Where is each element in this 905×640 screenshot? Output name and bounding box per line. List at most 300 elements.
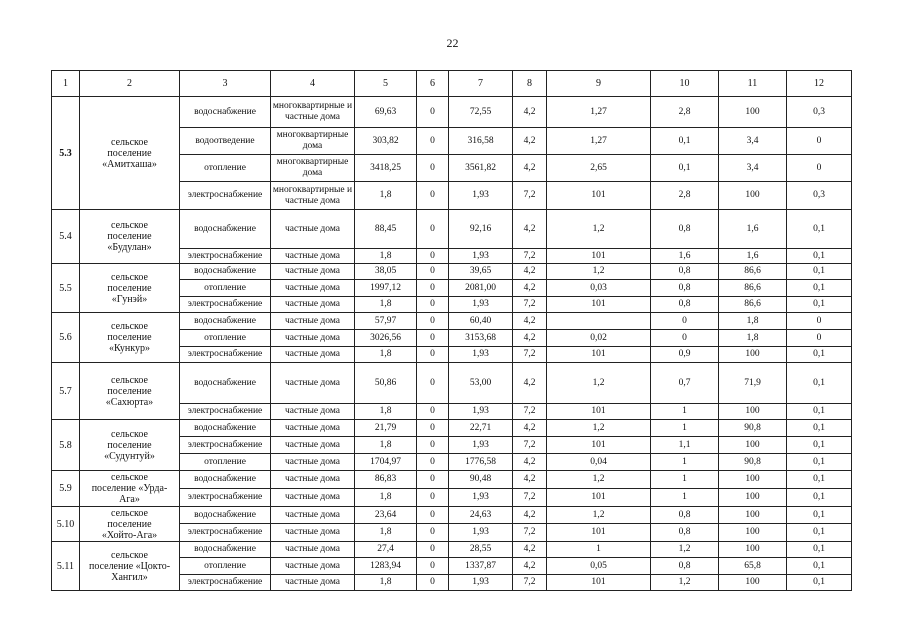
table-row (52, 210, 852, 249)
value-col5-cell: 57,97 (355, 313, 417, 330)
settlement-name-cell (80, 210, 180, 264)
settlement-name-line: сельское (111, 271, 148, 283)
value-col6-cell: 0 (417, 249, 449, 264)
value-col10-cell: 0,8 (651, 297, 719, 313)
housing-type-cell: частные дома (271, 542, 355, 558)
service-cell: электроснабжение (180, 297, 271, 313)
table-row (52, 471, 852, 489)
value-col7-cell: 2081,00 (449, 280, 513, 297)
housing-type-cell: частные дома (271, 330, 355, 347)
value-col7-cell: 1,93 (449, 347, 513, 363)
value-col8-cell: 7,2 (513, 249, 547, 264)
value-col10-cell: 0,9 (651, 347, 719, 363)
value-col8-cell: 7,2 (513, 524, 547, 542)
settlement-name-line: «Будулан» (107, 242, 152, 253)
value-col12-cell: 0 (787, 128, 852, 155)
settlement-name-line: «Кункур» (109, 343, 150, 354)
value-col11-cell: 100 (719, 471, 787, 489)
value-col9-cell: 1,2 (547, 471, 651, 489)
value-col12-cell: 0,3 (787, 182, 852, 210)
section-number-cell: 5.6 (52, 313, 80, 363)
housing-type-cell: частные дома (271, 347, 355, 363)
value-col8-cell: 4,2 (513, 280, 547, 297)
service-cell: водоснабжение (180, 542, 271, 558)
value-col9-cell: 1,2 (547, 264, 651, 280)
value-col10-cell: 1,2 (651, 575, 719, 591)
housing-type-cell: частные дома (271, 313, 355, 330)
value-col6-cell: 0 (417, 182, 449, 210)
service-cell: электроснабжение (180, 249, 271, 264)
value-col8-cell: 4,2 (513, 507, 547, 524)
value-col9-cell: 101 (547, 347, 651, 363)
section-number-cell: 5.7 (52, 363, 80, 420)
value-col6-cell: 0 (417, 471, 449, 489)
service-cell: электроснабжение (180, 524, 271, 542)
value-col12-cell: 0,1 (787, 280, 852, 297)
value-col10-cell: 0 (651, 330, 719, 347)
value-col6-cell: 0 (417, 297, 449, 313)
value-col11-cell: 65,8 (719, 558, 787, 575)
value-col11-cell: 100 (719, 404, 787, 420)
value-col9-cell: 1,27 (547, 128, 651, 155)
value-col12-cell: 0,1 (787, 363, 852, 404)
value-col7-cell: 3561,82 (449, 155, 513, 182)
value-col8-cell: 4,2 (513, 330, 547, 347)
value-col6-cell: 0 (417, 507, 449, 524)
value-col11-cell: 90,8 (719, 420, 787, 437)
value-col8-cell: 7,2 (513, 437, 547, 454)
service-cell: водоснабжение (180, 363, 271, 404)
settlement-name-line: Ага» (119, 494, 140, 505)
header-cell: 10 (651, 71, 719, 97)
value-col8-cell: 7,2 (513, 347, 547, 363)
service-cell: отопление (180, 280, 271, 297)
value-col6-cell: 0 (417, 437, 449, 454)
value-col7-cell: 60,40 (449, 313, 513, 330)
value-col9-cell: 1,2 (547, 420, 651, 437)
table-row (52, 313, 852, 330)
service-cell: электроснабжение (180, 404, 271, 420)
value-col10-cell: 1 (651, 404, 719, 420)
housing-type-cell: частные дома (271, 471, 355, 489)
settlement-name-line: сельское (111, 472, 148, 483)
housing-type-cell: частные дома (271, 363, 355, 404)
service-cell: водоснабжение (180, 471, 271, 489)
value-col12-cell: 0 (787, 155, 852, 182)
header-cell: 7 (449, 71, 513, 97)
value-col8-cell: 4,2 (513, 155, 547, 182)
value-col7-cell: 1,93 (449, 182, 513, 210)
value-col11-cell: 100 (719, 575, 787, 591)
value-col11-cell: 1,6 (719, 210, 787, 249)
settlement-name-line: «Хойто-Ага» (101, 529, 158, 541)
value-col9-cell: 2,65 (547, 155, 651, 182)
value-col12-cell: 0,1 (787, 489, 852, 507)
header-cell: 3 (180, 71, 271, 97)
value-col5-cell: 1,8 (355, 249, 417, 264)
value-col5-cell: 1,8 (355, 404, 417, 420)
table-row (52, 97, 852, 128)
value-col10-cell: 0,8 (651, 210, 719, 249)
value-col12-cell: 0,1 (787, 210, 852, 249)
section-number-cell: 5.11 (52, 542, 80, 591)
header-cell: 8 (513, 71, 547, 97)
value-col8-cell: 4,2 (513, 363, 547, 404)
service-cell: отопление (180, 330, 271, 347)
value-col5-cell: 27,4 (355, 542, 417, 558)
value-col7-cell: 1,93 (449, 489, 513, 507)
value-col5-cell: 1283,94 (355, 558, 417, 575)
value-col8-cell: 7,2 (513, 404, 547, 420)
value-col9-cell: 101 (547, 575, 651, 591)
value-col11-cell: 71,9 (719, 363, 787, 404)
value-col9-cell: 101 (547, 524, 651, 542)
value-col10-cell: 0,8 (651, 524, 719, 542)
settlement-name-cell (80, 542, 180, 591)
settlement-name-line: «Гунэй» (111, 293, 148, 305)
value-col9-cell (547, 313, 651, 330)
service-cell: водоотведение (180, 128, 271, 155)
value-col8-cell: 7,2 (513, 575, 547, 591)
value-col6-cell: 0 (417, 313, 449, 330)
settlement-name-line: поселение (107, 147, 152, 159)
value-col6-cell: 0 (417, 558, 449, 575)
section-number-cell: 5.8 (52, 420, 80, 471)
value-col5-cell: 23,64 (355, 507, 417, 524)
value-col5-cell: 1,8 (355, 437, 417, 454)
header-cell: 6 (417, 71, 449, 97)
value-col7-cell: 1,93 (449, 437, 513, 454)
service-cell: электроснабжение (180, 347, 271, 363)
value-col6-cell: 0 (417, 97, 449, 128)
housing-type-cell: частные дома (271, 454, 355, 471)
value-col9-cell: 101 (547, 297, 651, 313)
value-col11-cell: 100 (719, 437, 787, 454)
value-col7-cell: 72,55 (449, 97, 513, 128)
settlement-name-line: поселение «Урда- (91, 483, 168, 494)
settlement-name-line: поселение (107, 231, 152, 242)
value-col10-cell: 0,8 (651, 280, 719, 297)
settlement-name-line: поселение (107, 439, 152, 451)
section-number-cell: 5.10 (52, 507, 80, 542)
value-col7-cell: 1337,87 (449, 558, 513, 575)
table-row (52, 363, 852, 404)
value-col6-cell: 0 (417, 454, 449, 471)
section-number-cell: 5.3 (52, 97, 80, 210)
value-col11-cell: 86,6 (719, 280, 787, 297)
value-col9-cell: 1,2 (547, 507, 651, 524)
value-col10-cell: 2,8 (651, 97, 719, 128)
value-col6-cell: 0 (417, 524, 449, 542)
value-col6-cell: 0 (417, 347, 449, 363)
value-col6-cell: 0 (417, 420, 449, 437)
value-col9-cell: 0,02 (547, 330, 651, 347)
table-row (52, 542, 852, 558)
value-col12-cell: 0,1 (787, 507, 852, 524)
value-col7-cell: 1,93 (449, 575, 513, 591)
settlement-name-line: поселение (107, 332, 152, 343)
value-col7-cell: 1776,58 (449, 454, 513, 471)
value-col11-cell: 1,8 (719, 330, 787, 347)
value-col12-cell: 0,1 (787, 420, 852, 437)
settlement-name-cell (80, 264, 180, 313)
header-row (52, 71, 852, 97)
value-col10-cell: 1 (651, 471, 719, 489)
value-col8-cell: 4,2 (513, 264, 547, 280)
value-col10-cell: 1 (651, 420, 719, 437)
housing-type-cell: многоквартирные и частные дома (271, 182, 355, 210)
value-col7-cell: 24,63 (449, 507, 513, 524)
settlement-name-line: сельское (111, 220, 148, 231)
value-col9-cell: 0,03 (547, 280, 651, 297)
table-row (52, 264, 852, 280)
settlement-name-line: «Амитхаша» (102, 158, 157, 170)
value-col10-cell: 1,6 (651, 249, 719, 264)
housing-type-cell: частные дома (271, 264, 355, 280)
value-col10-cell: 0,8 (651, 558, 719, 575)
value-col5-cell: 1704,97 (355, 454, 417, 471)
value-col10-cell: 0 (651, 313, 719, 330)
value-col8-cell: 4,2 (513, 97, 547, 128)
value-col10-cell: 0,1 (651, 155, 719, 182)
value-col12-cell: 0,3 (787, 97, 852, 128)
value-col6-cell: 0 (417, 155, 449, 182)
value-col11-cell: 86,6 (719, 297, 787, 313)
value-col5-cell: 1,8 (355, 524, 417, 542)
value-col6-cell: 0 (417, 542, 449, 558)
settlement-name-line: сельское (111, 507, 148, 519)
value-col5-cell: 1,8 (355, 297, 417, 313)
value-col6-cell: 0 (417, 575, 449, 591)
value-col9-cell: 101 (547, 437, 651, 454)
value-col11-cell: 100 (719, 347, 787, 363)
value-col5-cell: 38,05 (355, 264, 417, 280)
settlement-name-line: сельское (111, 321, 148, 332)
value-col5-cell: 1,8 (355, 182, 417, 210)
value-col7-cell: 90,48 (449, 471, 513, 489)
value-col7-cell: 1,93 (449, 249, 513, 264)
value-col5-cell: 69,63 (355, 97, 417, 128)
value-col6-cell: 0 (417, 489, 449, 507)
service-cell: водоснабжение (180, 264, 271, 280)
value-col12-cell: 0,1 (787, 264, 852, 280)
header-cell: 2 (80, 71, 180, 97)
service-cell: водоснабжение (180, 210, 271, 249)
value-col11-cell: 100 (719, 507, 787, 524)
value-col9-cell: 0,05 (547, 558, 651, 575)
table-row (52, 420, 852, 437)
value-col12-cell: 0,1 (787, 575, 852, 591)
service-cell: водоснабжение (180, 507, 271, 524)
value-col8-cell: 7,2 (513, 297, 547, 313)
value-col7-cell: 1,93 (449, 404, 513, 420)
header-cell: 11 (719, 71, 787, 97)
value-col11-cell: 100 (719, 542, 787, 558)
value-col11-cell: 90,8 (719, 454, 787, 471)
value-col11-cell: 3,4 (719, 155, 787, 182)
service-cell: водоснабжение (180, 97, 271, 128)
value-col10-cell: 0,8 (651, 507, 719, 524)
value-col7-cell: 92,16 (449, 210, 513, 249)
housing-type-cell: частные дома (271, 558, 355, 575)
value-col5-cell: 50,86 (355, 363, 417, 404)
header-cell: 9 (547, 71, 651, 97)
value-col7-cell: 1,93 (449, 297, 513, 313)
value-col8-cell: 4,2 (513, 128, 547, 155)
value-col5-cell: 1997,12 (355, 280, 417, 297)
settlement-name-cell (80, 97, 180, 210)
service-cell: водоснабжение (180, 313, 271, 330)
value-col9-cell: 101 (547, 404, 651, 420)
data-table (51, 70, 852, 591)
housing-type-cell: частные дома (271, 489, 355, 507)
value-col12-cell: 0,1 (787, 542, 852, 558)
value-col6-cell: 0 (417, 128, 449, 155)
value-col6-cell: 0 (417, 264, 449, 280)
value-col11-cell: 100 (719, 524, 787, 542)
housing-type-cell: многоквартирные дома (271, 155, 355, 182)
value-col12-cell: 0 (787, 313, 852, 330)
value-col11-cell: 1,8 (719, 313, 787, 330)
value-col5-cell: 1,8 (355, 489, 417, 507)
settlement-name-line: Хангил» (111, 571, 148, 583)
housing-type-cell: частные дома (271, 437, 355, 454)
settlement-name-cell (80, 471, 180, 507)
housing-type-cell: частные дома (271, 297, 355, 313)
value-col10-cell: 2,8 (651, 182, 719, 210)
value-col8-cell: 7,2 (513, 182, 547, 210)
section-number-cell: 5.5 (52, 264, 80, 313)
service-cell: водоснабжение (180, 420, 271, 437)
value-col10-cell: 1,2 (651, 542, 719, 558)
value-col6-cell: 0 (417, 210, 449, 249)
value-col10-cell: 1 (651, 454, 719, 471)
header-cell: 5 (355, 71, 417, 97)
value-col8-cell: 4,2 (513, 420, 547, 437)
value-col12-cell: 0 (787, 330, 852, 347)
value-col5-cell: 3418,25 (355, 155, 417, 182)
value-col7-cell: 316,58 (449, 128, 513, 155)
settlement-name-line: поселение «Цокто- (88, 560, 171, 572)
service-cell: отопление (180, 454, 271, 471)
value-col8-cell: 4,2 (513, 558, 547, 575)
service-cell: электроснабжение (180, 489, 271, 507)
value-col6-cell: 0 (417, 404, 449, 420)
value-col9-cell: 1 (547, 542, 651, 558)
value-col10-cell: 0,8 (651, 264, 719, 280)
value-col10-cell: 0,1 (651, 128, 719, 155)
value-col9-cell: 101 (547, 489, 651, 507)
value-col6-cell: 0 (417, 363, 449, 404)
settlement-name-line: сельское (111, 549, 148, 561)
settlement-name-cell (80, 313, 180, 363)
value-col12-cell: 0,1 (787, 249, 852, 264)
housing-type-cell: частные дома (271, 507, 355, 524)
service-cell: электроснабжение (180, 182, 271, 210)
housing-type-cell: многоквартирные и частные дома (271, 97, 355, 128)
value-col10-cell: 1,1 (651, 437, 719, 454)
housing-type-cell: многоквартирные дома (271, 128, 355, 155)
value-col8-cell: 7,2 (513, 489, 547, 507)
value-col8-cell: 4,2 (513, 210, 547, 249)
value-col10-cell: 0,7 (651, 363, 719, 404)
settlement-name-cell (80, 420, 180, 471)
value-col12-cell: 0,1 (787, 437, 852, 454)
settlement-name-line: сельское (111, 136, 148, 148)
value-col12-cell: 0,1 (787, 471, 852, 489)
header-cell: 12 (787, 71, 852, 97)
value-col5-cell: 88,45 (355, 210, 417, 249)
table-row (52, 507, 852, 524)
value-col8-cell: 4,2 (513, 471, 547, 489)
value-col5-cell: 3026,56 (355, 330, 417, 347)
value-col9-cell: 0,04 (547, 454, 651, 471)
service-cell: электроснабжение (180, 437, 271, 454)
value-col5-cell: 1,8 (355, 347, 417, 363)
settlement-name-cell (80, 507, 180, 542)
value-col12-cell: 0,1 (787, 454, 852, 471)
value-col11-cell: 100 (719, 182, 787, 210)
value-col7-cell: 39,65 (449, 264, 513, 280)
value-col7-cell: 53,00 (449, 363, 513, 404)
settlement-name-cell (80, 363, 180, 420)
housing-type-cell: частные дома (271, 404, 355, 420)
settlement-name-line: «Судунтуй» (104, 450, 155, 462)
value-col8-cell: 4,2 (513, 454, 547, 471)
header-cell: 1 (52, 71, 80, 97)
value-col12-cell: 0,1 (787, 558, 852, 575)
value-col6-cell: 0 (417, 280, 449, 297)
value-col7-cell: 22,71 (449, 420, 513, 437)
service-cell: отопление (180, 155, 271, 182)
value-col12-cell: 0,1 (787, 404, 852, 420)
section-number-cell: 5.9 (52, 471, 80, 507)
housing-type-cell: частные дома (271, 420, 355, 437)
value-col8-cell: 4,2 (513, 313, 547, 330)
value-col9-cell: 101 (547, 182, 651, 210)
value-col9-cell: 101 (547, 249, 651, 264)
value-col11-cell: 1,6 (719, 249, 787, 264)
housing-type-cell: частные дома (271, 210, 355, 249)
value-col7-cell: 3153,68 (449, 330, 513, 347)
value-col5-cell: 86,83 (355, 471, 417, 489)
value-col6-cell: 0 (417, 330, 449, 347)
housing-type-cell: частные дома (271, 575, 355, 591)
section-number-cell: 5.4 (52, 210, 80, 264)
settlement-name-line: сельское (111, 428, 148, 440)
service-cell: электроснабжение (180, 575, 271, 591)
value-col12-cell: 0,1 (787, 347, 852, 363)
housing-type-cell: частные дома (271, 249, 355, 264)
value-col10-cell: 1 (651, 489, 719, 507)
value-col9-cell: 1,27 (547, 97, 651, 128)
settlement-name-line: поселение (107, 518, 152, 530)
value-col5-cell: 1,8 (355, 575, 417, 591)
value-col7-cell: 1,93 (449, 524, 513, 542)
value-col8-cell: 4,2 (513, 542, 547, 558)
settlement-name-line: поселение (107, 385, 152, 397)
value-col9-cell: 1,2 (547, 210, 651, 249)
housing-type-cell: частные дома (271, 280, 355, 297)
value-col7-cell: 28,55 (449, 542, 513, 558)
value-col12-cell: 0,1 (787, 524, 852, 542)
page-number: 22 (446, 36, 459, 50)
value-col11-cell: 100 (719, 489, 787, 507)
header-cell: 4 (271, 71, 355, 97)
housing-type-cell: частные дома (271, 524, 355, 542)
value-col12-cell: 0,1 (787, 297, 852, 313)
value-col9-cell: 1,2 (547, 363, 651, 404)
